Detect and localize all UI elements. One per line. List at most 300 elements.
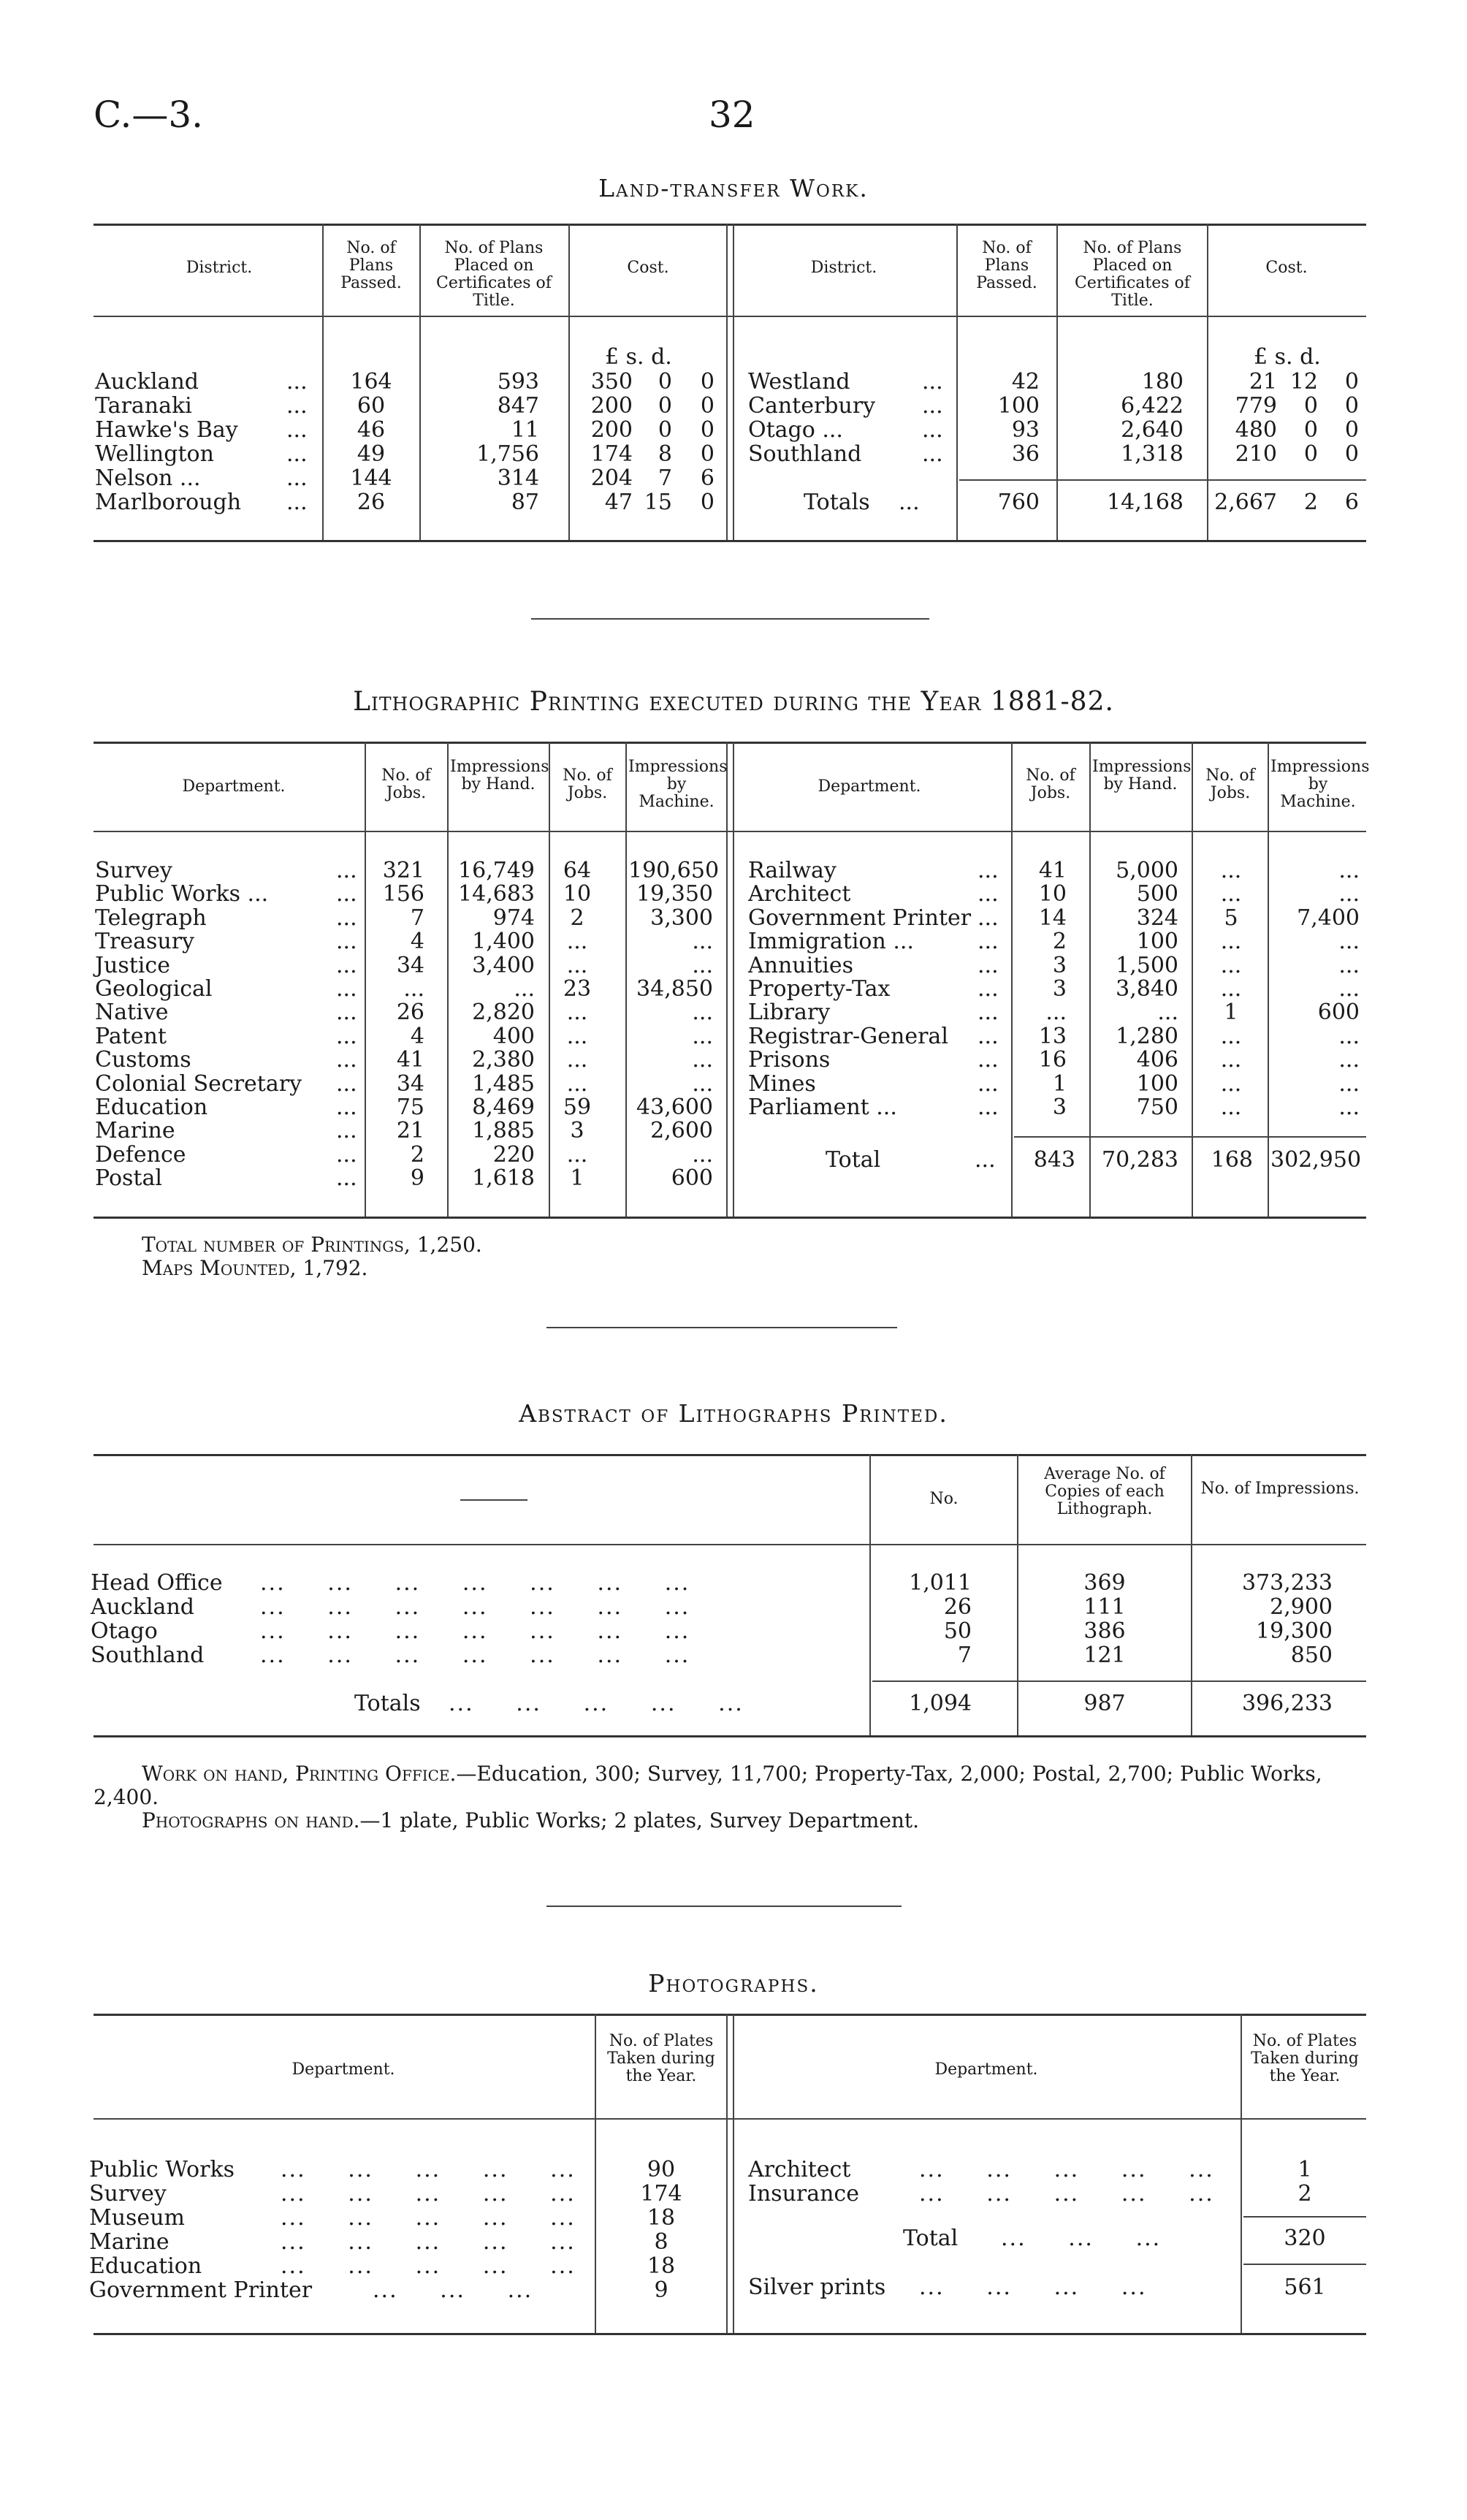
litho-header-jobs-hand: No. of Jobs. <box>381 766 431 802</box>
litho-row-jobs-machine: ... <box>1220 1023 1242 1049</box>
litho-row-impressions-machine: 34,850 <box>636 976 713 1002</box>
abstract-row-leader-dots: ... ... ... ... ... ... ... <box>260 1594 690 1620</box>
litho-row-leader-dots: ... <box>336 976 357 1002</box>
abstract-row-leader-dots: ... ... ... ... ... ... ... <box>260 1618 690 1644</box>
litho-row-jobs-hand: 1 <box>1052 1070 1067 1097</box>
litho-row-department: Marine <box>95 1118 175 1144</box>
land-row-leader-dots: ... <box>286 393 308 419</box>
litho-row-leader-dots: ... <box>978 881 999 907</box>
maps-mounted-note: Maps Mounted, 1,792. <box>142 1256 368 1280</box>
litho-row-jobs-hand: 9 <box>410 1165 424 1192</box>
page-number: 32 <box>709 94 755 136</box>
litho-row-jobs-machine: ... <box>566 1070 588 1097</box>
land-row-pence: 0 <box>1344 417 1359 443</box>
land-row-passed: 60 <box>357 393 386 419</box>
litho-row-jobs-hand: ... <box>1045 1000 1067 1026</box>
land-row-leader-dots: ... <box>922 441 943 467</box>
land-row-placed: 847 <box>497 393 539 419</box>
land-row-placed: 1,318 <box>1121 441 1184 467</box>
litho-row-impressions-machine: ... <box>692 1023 713 1049</box>
land-row-pence: 6 <box>700 465 715 491</box>
litho-row-jobs-machine: ... <box>566 1047 588 1073</box>
litho-row-leader-dots: ... <box>336 1141 357 1168</box>
abstract-title: Abstract of Lithographs Printed. <box>519 1399 948 1428</box>
photos-row-leader-dots: ... ... ... ... ... <box>919 2181 1214 2207</box>
litho-row-impressions-hand: 400 <box>492 1023 535 1049</box>
litho-row-leader-dots: ... <box>336 881 357 907</box>
litho-row-leader-dots: ... <box>336 858 357 883</box>
photos-row-plates: 8 <box>654 2229 668 2255</box>
land-vline <box>1056 224 1058 540</box>
land-totals-label: Totals <box>804 490 870 515</box>
litho-total-dots: ... <box>975 1147 996 1173</box>
litho-row-impressions-machine: 190,650 <box>628 858 720 883</box>
litho-row-impressions-machine: 600 <box>671 1165 713 1192</box>
land-row-leader-dots: ... <box>922 417 943 443</box>
litho-row-impressions-machine: 19,350 <box>636 881 713 907</box>
litho-row-leader-dots: ... <box>978 976 999 1002</box>
litho-row-department: Telegraph <box>95 905 207 931</box>
litho-row-leader-dots: ... <box>978 905 999 931</box>
land-currency-label: £ s. d. <box>605 344 672 370</box>
litho-total-jobs-hand: 843 <box>1033 1147 1075 1173</box>
litho-row-impressions-machine: 43,600 <box>636 1095 713 1120</box>
abstract-header-no: No. <box>929 1490 959 1508</box>
litho-row-impressions-hand: ... <box>1157 1000 1178 1026</box>
land-row-pounds: 200 <box>590 393 633 419</box>
litho-row-impressions-machine: ... <box>1338 858 1360 883</box>
litho-header-jobs-machine-right: No. of Jobs. <box>1205 766 1255 802</box>
land-header-passed-right: No. of Plans Passed. <box>976 239 1037 292</box>
litho-vline <box>1192 742 1193 1217</box>
litho-row-jobs-hand: 4 <box>410 1023 424 1049</box>
litho-vline <box>365 742 366 1217</box>
litho-row-department: Justice <box>95 952 170 978</box>
litho-row-department: Education <box>95 1095 208 1120</box>
litho-row-department: Colonial Secretary <box>95 1070 302 1097</box>
litho-row-department: Customs <box>95 1047 191 1073</box>
litho-row-jobs-machine: ... <box>1220 881 1242 907</box>
litho-row-leader-dots: ... <box>978 1000 999 1026</box>
litho-row-impressions-machine: ... <box>1338 1047 1360 1073</box>
litho-row-impressions-hand: 1,485 <box>472 1070 535 1097</box>
litho-row-impressions-machine: 3,300 <box>650 905 713 931</box>
land-header-placed-right: No. of Plans Placed on Certificates of Title. <box>1075 239 1190 310</box>
litho-row-jobs-hand: 41 <box>1038 858 1067 883</box>
photos-silver-value: 561 <box>1284 2275 1326 2300</box>
litho-row-impressions-machine: 7,400 <box>1297 905 1360 931</box>
land-row-leader-dots: ... <box>286 417 308 443</box>
litho-row-department: Patent <box>95 1023 167 1049</box>
land-vline <box>1207 224 1208 540</box>
photos-row-plates: 2 <box>1298 2181 1312 2207</box>
litho-header-jobs-hand-right: No. of Jobs. <box>1026 766 1075 802</box>
abstract-vline <box>869 1454 871 1735</box>
litho-row-jobs-hand: 75 <box>396 1095 424 1120</box>
litho-row-department: Prisons <box>748 1047 831 1073</box>
litho-row-department: Parliament ... <box>748 1095 897 1120</box>
land-row-district: Marlborough <box>95 490 242 515</box>
land-row-district: Otago ... <box>748 417 843 443</box>
land-row-placed: 593 <box>497 369 539 395</box>
abstract-totals-label: Totals <box>354 1691 421 1716</box>
land-row-leader-dots: ... <box>286 441 308 467</box>
land-row-pence: 0 <box>1344 441 1359 467</box>
photos-total-label: Total <box>903 2226 959 2251</box>
litho-row-jobs-machine: ... <box>1220 1070 1242 1097</box>
photos-header-plates: No. of Plates Taken during the Year. <box>607 2032 715 2085</box>
photos-row-plates: 18 <box>647 2205 676 2231</box>
abstract-row-average: 111 <box>1083 1594 1126 1620</box>
photos-row-plates: 9 <box>654 2277 668 2303</box>
litho-row-impressions-hand: 1,618 <box>472 1165 535 1192</box>
photos-total-rule-top <box>1243 2216 1366 2218</box>
litho-row-impressions-machine: ... <box>1338 929 1360 955</box>
litho-row-department: Native <box>95 1000 169 1026</box>
litho-row-leader-dots: ... <box>978 952 999 978</box>
litho-row-department: Government Printer <box>748 905 972 931</box>
litho-row-leader-dots: ... <box>336 1118 357 1144</box>
litho-total-rule <box>1014 1136 1366 1138</box>
litho-row-impressions-machine: ... <box>692 1000 713 1026</box>
litho-row-jobs-hand: 21 <box>396 1118 424 1144</box>
litho-row-jobs-machine: ... <box>1220 858 1242 883</box>
litho-row-jobs-machine: 10 <box>563 881 592 907</box>
photos-header-department-right: Department. <box>934 2060 1038 2079</box>
litho-row-department: Annuities <box>748 952 854 978</box>
land-row-pence: 0 <box>700 369 715 395</box>
land-row-pence: 0 <box>1344 369 1359 395</box>
litho-vline <box>1268 742 1269 1217</box>
litho-header-impressions-machine-right: Impressions by Machine. <box>1270 758 1370 811</box>
litho-row-jobs-hand: 156 <box>382 881 424 907</box>
litho-row-impressions-machine: ... <box>1338 976 1360 1002</box>
litho-row-jobs-hand: 10 <box>1038 881 1067 907</box>
abstract-row-average: 386 <box>1083 1618 1126 1644</box>
land-row-pounds: 47 <box>604 490 633 515</box>
litho-header-impressions-machine: Impressions by Machine. <box>628 758 728 811</box>
abstract-top-rule <box>94 1454 1366 1456</box>
litho-row-impressions-hand: 1,500 <box>1116 952 1178 978</box>
photos-vline <box>595 2014 596 2333</box>
litho-row-leader-dots: ... <box>336 1095 357 1120</box>
litho-row-impressions-machine: ... <box>1338 881 1360 907</box>
litho-row-jobs-machine: ... <box>566 1000 588 1026</box>
land-row-placed: 1,756 <box>476 441 539 467</box>
litho-row-impressions-hand: 8,469 <box>472 1095 535 1120</box>
litho-row-leader-dots: ... <box>336 1000 357 1026</box>
litho-row-leader-dots: ... <box>336 1070 357 1097</box>
abstract-totals-dots: ... ... ... ... ... <box>449 1691 744 1716</box>
abstract-row-impressions: 850 <box>1290 1642 1333 1668</box>
litho-vline <box>1011 742 1013 1217</box>
abstract-row-leader-dots: ... ... ... ... ... ... ... <box>260 1570 690 1596</box>
litho-row-jobs-machine: ... <box>1220 1095 1242 1120</box>
abstract-row-average: 121 <box>1083 1642 1126 1668</box>
land-row-passed: 144 <box>350 465 392 491</box>
litho-row-impressions-hand: 1,280 <box>1116 1023 1178 1049</box>
litho-title: Lithographic Printing executed during the Year 1881-82. <box>353 687 1114 717</box>
litho-row-jobs-hand: 13 <box>1038 1023 1067 1049</box>
photos-row-plates: 174 <box>640 2181 682 2207</box>
abstract-header-average: Average No. of Copies of each Lithograph. <box>1044 1465 1165 1518</box>
litho-row-jobs-hand: ... <box>403 976 424 1002</box>
abstract-totals-no: 1,094 <box>909 1691 972 1716</box>
litho-row-impressions-hand: 1,400 <box>472 929 535 955</box>
land-currency-label-right: £ s. d. <box>1254 344 1321 370</box>
land-row-placed: 180 <box>1141 369 1184 395</box>
litho-row-impressions-machine: ... <box>1338 952 1360 978</box>
abstract-row-no: 7 <box>957 1642 972 1668</box>
photos-row-plates: 90 <box>647 2157 676 2182</box>
litho-vline <box>549 742 550 1217</box>
land-row-passed: 164 <box>350 369 392 395</box>
litho-row-jobs-machine: ... <box>566 929 588 955</box>
abstract-row-impressions: 2,900 <box>1270 1594 1333 1620</box>
photos-silver-label: Silver prints <box>748 2275 886 2300</box>
photos-row-department: Architect <box>748 2157 851 2182</box>
land-row-district: Auckland <box>95 369 199 395</box>
litho-header-department: Department. <box>182 777 286 796</box>
litho-row-leader-dots: ... <box>336 905 357 931</box>
land-row-shillings: 0 <box>658 393 672 419</box>
total-printings-note: Total number of Printings, 1,250. <box>142 1233 482 1257</box>
litho-row-department: Survey <box>95 858 172 883</box>
abstract-header-impressions: No. of Impressions. <box>1200 1480 1360 1498</box>
litho-row-department: Library <box>748 1000 831 1026</box>
land-header-placed: No. of Plans Placed on Certificates of Title. <box>436 239 552 310</box>
land-totals-rule <box>959 479 1366 481</box>
photos-row-department: Museum <box>89 2205 185 2231</box>
land-vline <box>956 224 958 540</box>
land-row-placed: 314 <box>497 465 539 491</box>
land-row-passed: 42 <box>1011 369 1040 395</box>
land-row-placed: 11 <box>511 417 539 443</box>
litho-row-impressions-hand: 220 <box>492 1141 535 1168</box>
litho-row-impressions-hand: 2,380 <box>472 1047 535 1073</box>
land-row-shillings: 0 <box>1303 441 1318 467</box>
land-row-passed: 26 <box>357 490 386 515</box>
abstract-row-office: Otago <box>91 1618 158 1644</box>
litho-row-impressions-machine: ... <box>692 1047 713 1073</box>
photos-vline <box>1241 2014 1242 2333</box>
litho-row-impressions-machine: ... <box>692 952 713 978</box>
litho-row-impressions-machine: ... <box>1338 1095 1360 1120</box>
photos-total-value: 320 <box>1284 2226 1326 2251</box>
photos-row-leader-dots: ... ... ... ... ... <box>281 2181 576 2207</box>
photos-row-department: Survey <box>89 2181 167 2207</box>
abstract-row-no: 1,011 <box>909 1570 972 1596</box>
land-header-cost-right: Cost. <box>1265 259 1308 277</box>
photos-double-divider <box>726 2014 734 2333</box>
photos-row-leader-dots: ... ... ... ... ... <box>281 2205 576 2231</box>
land-row-passed: 49 <box>357 441 386 467</box>
land-row-pence: 0 <box>700 417 715 443</box>
abstract-header-dash <box>460 1499 527 1501</box>
land-double-divider <box>726 224 734 540</box>
document-reference: C.—3. <box>94 94 204 136</box>
photos-total-dots: ... ... ... <box>1001 2226 1162 2251</box>
litho-row-jobs-machine: ... <box>566 952 588 978</box>
land-header-cost: Cost. <box>627 259 669 277</box>
land-row-shillings: 0 <box>1303 417 1318 443</box>
photographs-on-hand-note: Photographs on hand.—1 plate, Public Works; 2 plates, Survey Department. <box>142 1808 920 1832</box>
land-transfer-title: Land-transfer Work. <box>598 174 869 202</box>
land-vline <box>568 224 570 540</box>
litho-row-jobs-hand: 34 <box>396 1070 424 1097</box>
litho-row-jobs-machine: 64 <box>563 858 592 883</box>
land-row-pounds: 210 <box>1235 441 1277 467</box>
litho-row-leader-dots: ... <box>978 1070 999 1097</box>
litho-row-impressions-hand: 750 <box>1136 1095 1178 1120</box>
litho-row-impressions-machine: ... <box>692 1070 713 1097</box>
litho-row-impressions-machine: ... <box>1338 1070 1360 1097</box>
photos-row-department: Education <box>89 2253 202 2279</box>
litho-header-impressions-hand: Impressions by Hand. <box>450 758 549 793</box>
abstract-row-impressions: 19,300 <box>1256 1618 1333 1644</box>
photos-total-rule-bottom <box>1243 2264 1366 2265</box>
land-row-pence: 0 <box>700 441 715 467</box>
abstract-row-impressions: 373,233 <box>1241 1570 1333 1596</box>
litho-row-impressions-machine: ... <box>692 929 713 955</box>
photos-row-leader-dots: ... ... ... ... ... <box>281 2229 576 2255</box>
litho-row-jobs-machine: 59 <box>563 1095 592 1120</box>
land-header-district: District. <box>186 259 253 277</box>
litho-row-jobs-hand: 2 <box>1052 929 1067 955</box>
land-vline <box>419 224 421 540</box>
litho-row-leader-dots: ... <box>978 1047 999 1073</box>
land-header-passed: No. of Plans Passed. <box>340 239 402 292</box>
litho-row-jobs-machine: ... <box>1220 952 1242 978</box>
litho-row-jobs-hand: 7 <box>410 905 424 931</box>
photos-row-leader-dots: ... ... ... ... ... <box>281 2253 576 2279</box>
litho-row-jobs-hand: 41 <box>396 1047 424 1073</box>
land-row-shillings: 15 <box>644 490 672 515</box>
litho-row-jobs-machine: 1 <box>1224 1000 1238 1026</box>
litho-row-jobs-machine: ... <box>1220 1047 1242 1073</box>
land-row-placed: 2,640 <box>1121 417 1184 443</box>
litho-header-department-right: Department. <box>818 777 921 796</box>
litho-row-leader-dots: ... <box>336 929 357 955</box>
litho-row-leader-dots: ... <box>336 1047 357 1073</box>
litho-row-jobs-machine: 23 <box>563 976 592 1002</box>
abstract-bottom-rule <box>94 1735 1366 1737</box>
land-row-district: Canterbury <box>748 393 876 419</box>
litho-row-impressions-hand: 14,683 <box>458 881 535 907</box>
land-row-pence: 0 <box>700 393 715 419</box>
section-separator <box>546 1906 902 1907</box>
litho-row-jobs-machine: 5 <box>1224 905 1238 931</box>
litho-row-impressions-hand: 3,400 <box>472 952 535 978</box>
litho-row-leader-dots: ... <box>336 1023 357 1049</box>
land-row-passed: 36 <box>1011 441 1040 467</box>
abstract-row-no: 26 <box>943 1594 972 1620</box>
litho-row-impressions-hand: ... <box>514 976 535 1002</box>
litho-total-jobs-machine: 168 <box>1211 1147 1253 1173</box>
abstract-vline <box>1017 1454 1018 1735</box>
abstract-row-office: Southland <box>91 1642 205 1668</box>
litho-row-jobs-hand: 2 <box>410 1141 424 1168</box>
land-totals-placed: 14,168 <box>1107 490 1184 515</box>
photographs-title: Photographs. <box>648 1969 819 1998</box>
litho-row-department: Postal <box>95 1165 162 1192</box>
abstract-row-office: Head Office <box>91 1570 223 1596</box>
abstract-row-average: 369 <box>1083 1570 1126 1596</box>
land-row-leader-dots: ... <box>922 369 943 395</box>
photos-row-plates: 1 <box>1298 2157 1312 2182</box>
litho-row-department: Immigration ... <box>748 929 914 955</box>
litho-row-department: Railway <box>748 858 837 883</box>
photos-row-leader-dots: ... ... ... <box>373 2277 533 2303</box>
land-row-pence: 0 <box>1344 393 1359 419</box>
litho-row-impressions-hand: 500 <box>1136 881 1178 907</box>
land-row-pounds: 174 <box>590 441 633 467</box>
litho-row-leader-dots: ... <box>978 929 999 955</box>
land-row-pounds: 204 <box>590 465 633 491</box>
section-separator <box>531 618 929 620</box>
work-on-hand-note: Work on hand, Printing Office.—Education, 300; Survey, 11,700; Property-Tax, 2,000; Postal, 2,700; Public Works, 2,400. <box>94 1762 1322 1809</box>
litho-row-impressions-hand: 974 <box>492 905 535 931</box>
litho-row-impressions-hand: 100 <box>1136 929 1178 955</box>
abstract-vline <box>1191 1454 1192 1735</box>
land-row-leader-dots: ... <box>286 369 308 395</box>
litho-row-jobs-machine: 2 <box>570 905 584 931</box>
litho-row-impressions-hand: 406 <box>1136 1047 1178 1073</box>
abstract-header-rule <box>94 1544 1366 1545</box>
abstract-row-no: 50 <box>943 1618 972 1644</box>
land-row-leader-dots: ... <box>286 465 308 491</box>
land-totals-pence: 6 <box>1344 490 1359 515</box>
abstract-totals-average: 987 <box>1083 1691 1126 1716</box>
litho-row-jobs-machine: 1 <box>570 1165 584 1192</box>
litho-row-jobs-machine: ... <box>566 1141 588 1168</box>
land-row-passed: 46 <box>357 417 386 443</box>
litho-row-department: Public Works ... <box>95 881 269 907</box>
photos-row-plates: 18 <box>647 2253 676 2279</box>
land-row-shillings: 0 <box>658 369 672 395</box>
litho-total-impressions-machine: 302,950 <box>1270 1147 1362 1173</box>
litho-row-jobs-hand: 3 <box>1052 976 1067 1002</box>
litho-row-jobs-hand: 26 <box>396 1000 424 1026</box>
litho-header-jobs-machine: No. of Jobs. <box>563 766 612 802</box>
land-bottom-rule <box>94 540 1366 542</box>
litho-row-leader-dots: ... <box>336 952 357 978</box>
litho-row-impressions-machine: 2,600 <box>650 1118 713 1144</box>
litho-row-jobs-hand: 14 <box>1038 905 1067 931</box>
litho-header-impressions-hand-right: Impressions by Hand. <box>1092 758 1192 793</box>
litho-row-leader-dots: ... <box>336 1165 357 1192</box>
litho-vline <box>1089 742 1091 1217</box>
litho-row-department: Defence <box>95 1141 186 1168</box>
land-vline <box>322 224 324 540</box>
photos-bottom-rule <box>94 2333 1366 2335</box>
land-row-district: Nelson ... <box>95 465 201 491</box>
land-row-leader-dots: ... <box>286 490 308 515</box>
land-row-pounds: 21 <box>1249 369 1277 395</box>
land-row-district: Hawke's Bay <box>95 417 238 443</box>
litho-row-jobs-machine: ... <box>566 1023 588 1049</box>
litho-row-department: Mines <box>748 1070 816 1097</box>
litho-row-department: Registrar-General <box>748 1023 948 1049</box>
photos-silver-dots: ... ... ... ... <box>919 2275 1147 2300</box>
land-row-shillings: 0 <box>658 417 672 443</box>
land-totals-passed: 760 <box>997 490 1040 515</box>
land-row-leader-dots: ... <box>922 393 943 419</box>
litho-row-jobs-hand: 34 <box>396 952 424 978</box>
litho-row-impressions-machine: 600 <box>1317 1000 1360 1026</box>
land-row-placed: 87 <box>511 490 539 515</box>
litho-row-impressions-machine: ... <box>692 1141 713 1168</box>
